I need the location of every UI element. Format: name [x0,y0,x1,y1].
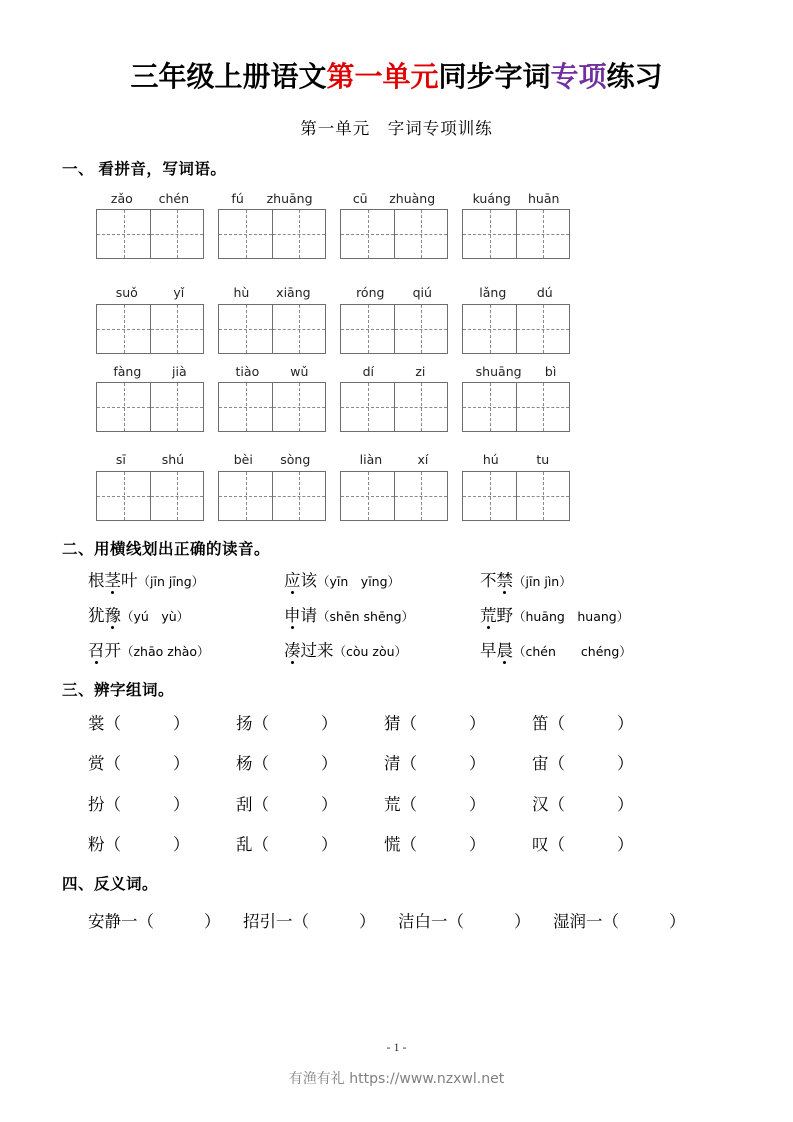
tianzige-cell[interactable] [219,210,272,258]
char-word-item[interactable] [384,837,532,854]
answer-blank[interactable]: （ ） [548,794,634,814]
pinyin-label [218,454,326,471]
word-prefix: 早 [480,640,497,660]
tianzige-cell[interactable] [516,383,569,431]
char-word-item[interactable] [532,756,680,773]
pinyin-label [96,363,204,383]
dotted-char: 凑 [284,640,301,660]
reading-choice-item[interactable] [284,570,480,590]
word-group [96,287,204,354]
pinyin-syllable: róng [356,285,385,301]
section-one-heading: 一、 看拼音，写词语。 [62,160,227,178]
antonym-blank[interactable]: 一（ ） [431,911,531,931]
antonym-blank[interactable]: 一（ ） [586,911,686,931]
section-three-heading: 三、辨字组词。 [62,681,175,699]
antonym-item[interactable] [553,911,708,931]
page-subtitle: 第一单元 字词专项训练 [300,118,493,138]
pinyin-label [340,454,448,471]
pinyin-label [218,363,326,383]
tianzige-box[interactable] [340,471,448,521]
reading-choice-item[interactable] [88,640,284,660]
tianzige-cell[interactable] [272,472,325,520]
target-char: 扮 [88,794,105,814]
pinyin-syllable: sī [115,452,126,468]
answer-blank[interactable]: （ ） [400,835,486,855]
pinyin-syllable: kuáng [472,190,511,206]
tianzige-cell[interactable] [150,305,203,353]
pinyin-syllable: sòng [280,452,311,468]
tianzige-cell[interactable] [463,210,516,258]
answer-blank[interactable]: （ ） [104,794,190,814]
word-group [340,363,448,433]
pinyin-syllable: zi [415,363,426,379]
tianzige-cell[interactable] [463,383,516,431]
pinyin-syllable: fàng [113,363,142,379]
title-part-1: 第一单元 [326,60,439,93]
tianzige-cell[interactable] [341,383,394,431]
pinyin-label [462,190,570,210]
dotted-char: 晨 [496,640,513,660]
pinyin-label [96,287,204,304]
pinyin-syllable: tiào [235,363,260,379]
pinyin-options[interactable]: （còu zòu） [333,643,408,659]
answer-blank[interactable]: （ ） [104,835,190,855]
tianzige-cell[interactable] [394,383,447,431]
target-char: 汉 [532,794,549,814]
section-one-body [0,179,793,521]
choice-word [480,641,513,660]
word-suffix: 叶 [121,570,138,590]
dotted-char: 应 [284,570,301,590]
watermark-text: 有渔有礼 https://www.nzxwl.net [288,1071,505,1087]
pinyin-label [96,190,204,210]
word-suffix: 野 [496,605,513,625]
target-char: 赏 [88,754,105,774]
pinyin-syllable: wǔ [290,363,309,379]
dotted-char: 禁 [496,570,513,590]
choice-word [88,606,121,625]
pinyin-syllable: bèi [233,452,253,468]
answer-blank[interactable]: （ ） [400,794,486,814]
pinyin-syllable: zhuāng [266,190,313,206]
answer-blank[interactable]: （ ） [252,835,338,855]
pinyin-label [218,287,326,304]
word-group [218,363,326,433]
antonym-word: 招引 [243,911,276,931]
choice-word [480,606,513,625]
reading-choice-row [0,605,793,625]
char-word-item[interactable] [236,713,384,733]
target-char: 杨 [236,754,253,774]
choice-word [88,641,121,660]
word-group [462,190,570,260]
pinyin-syllable: shú [161,452,185,468]
pinyin-syllable: fú [231,190,244,206]
section-four-body [0,894,793,931]
word-group [462,454,570,521]
tianzige-box[interactable] [462,209,570,259]
word-group [96,454,204,521]
target-char: 刮 [236,794,253,814]
choice-word [284,606,317,625]
tianzige-cell[interactable] [341,210,394,258]
title-part-3: 专项 [550,60,607,93]
tianzige-cell[interactable] [516,472,569,520]
pinyin-options[interactable]: （yú yù） [121,608,190,624]
reading-choice-item[interactable] [284,605,480,625]
word-suffix: 开 [104,640,121,660]
page-title [0,0,793,93]
word-group [340,287,448,354]
answer-blank[interactable]: （ ） [104,754,190,774]
word-prefix: 根 [88,570,105,590]
tianzige-box[interactable] [340,304,448,354]
tianzige-box[interactable] [96,209,204,259]
tianzige-cell[interactable] [394,305,447,353]
pinyin-label [340,287,448,304]
pinyin-syllable: zǎo [110,190,133,206]
answer-blank[interactable]: （ ） [548,713,634,733]
tianzige-cell[interactable] [272,305,325,353]
word-prefix: 犹 [88,605,105,625]
tianzige-cell[interactable] [394,210,447,258]
antonym-word: 湿润 [553,911,586,931]
char-word-item[interactable] [532,713,680,733]
word-group [218,190,326,260]
tianzige-cell[interactable] [97,305,150,353]
word-suffix: 过来 [300,640,334,660]
answer-blank[interactable]: （ ） [104,713,190,733]
pinyin-syllable: tu [536,452,550,468]
tianzige-box[interactable] [96,382,204,432]
char-word-row [0,837,793,854]
word-group [96,190,204,260]
char-word-item[interactable] [88,837,236,854]
pinyin-grid-row [0,363,793,433]
char-word-item[interactable] [384,794,532,814]
answer-blank[interactable]: （ ） [400,754,486,774]
dotted-char: 豫 [104,605,121,625]
reading-choice-row [0,570,793,590]
tianzige-cell[interactable] [341,305,394,353]
word-group [462,287,570,354]
char-word-item[interactable] [236,794,384,814]
target-char: 乱 [236,835,253,855]
pinyin-grid-row [0,287,793,354]
title-part-2: 同步字词 [438,60,551,93]
tianzige-cell[interactable] [272,210,325,258]
tianzige-box[interactable] [340,209,448,259]
tianzige-cell[interactable] [341,472,394,520]
target-char: 粉 [88,835,105,855]
reading-choice-item[interactable] [88,570,284,590]
tianzige-cell[interactable] [150,210,203,258]
char-word-item[interactable] [88,713,236,733]
tianzige-box[interactable] [96,471,204,521]
tianzige-box[interactable] [340,382,448,432]
section-two-heading: 二、用横线划出正确的读音。 [62,540,271,558]
antonym-row [0,911,793,931]
antonym-blank[interactable]: 一（ ） [121,911,221,931]
word-prefix: 不 [480,570,497,590]
pinyin-syllable: shuāng [475,363,522,379]
char-word-item[interactable] [384,713,532,733]
tianzige-cell[interactable] [516,210,569,258]
answer-blank[interactable]: （ ） [548,835,634,855]
answer-blank[interactable]: （ ） [548,754,634,774]
reading-choice-item[interactable] [88,605,284,625]
choice-word [88,571,138,590]
tianzige-cell[interactable] [219,472,272,520]
answer-blank[interactable]: （ ） [400,713,486,733]
tianzige-cell[interactable] [516,305,569,353]
pinyin-syllable: huān [527,190,560,206]
char-word-item[interactable] [384,756,532,773]
word-group [218,287,326,354]
char-word-item[interactable] [88,756,236,773]
tianzige-cell[interactable] [97,210,150,258]
pinyin-label [340,190,448,210]
antonym-item[interactable] [243,911,398,931]
section-three-body [0,700,793,854]
pinyin-options[interactable]: （jīn jìn） [513,573,572,589]
pinyin-grid-row [0,190,793,260]
reading-choice-item[interactable] [284,640,480,660]
pinyin-label [96,454,204,471]
section-two-body [0,559,793,660]
pinyin-syllable: hú [482,452,499,468]
char-word-item[interactable] [532,837,680,854]
tianzige-cell[interactable] [219,305,272,353]
tianzige-cell[interactable] [150,472,203,520]
target-char: 笛 [532,713,549,733]
word-suffix: 该 [300,570,317,590]
reading-choice-row [0,640,793,660]
target-char: 荒 [384,794,401,814]
pinyin-options[interactable]: （shēn shēng） [317,608,415,624]
pinyin-label [218,190,326,210]
tianzige-box[interactable] [218,382,326,432]
pinyin-options[interactable]: （chén chéng） [513,643,632,659]
char-word-item[interactable] [88,794,236,814]
title-part-0: 三年级上册语文 [130,60,327,93]
pinyin-syllable: dú [536,285,553,301]
antonym-word: 安静 [88,911,121,931]
answer-blank[interactable]: （ ） [252,713,338,733]
target-char: 裳 [88,713,105,733]
choice-word [480,571,513,590]
pinyin-options[interactable]: （zhāo zhào） [121,643,210,659]
pinyin-syllable: chén [158,190,190,206]
reading-choice-item[interactable] [480,570,572,590]
answer-blank[interactable]: （ ） [252,794,338,814]
title-part-4: 练习 [606,60,663,93]
answer-blank[interactable]: （ ） [252,754,338,774]
pinyin-options[interactable]: （yīn yīng） [317,573,401,589]
dotted-char: 茎 [104,570,121,590]
word-group [218,454,326,521]
tianzige-box[interactable] [218,209,326,259]
tianzige-box[interactable] [462,382,570,432]
tianzige-cell[interactable] [97,383,150,431]
tianzige-box[interactable] [218,471,326,521]
tianzige-cell[interactable] [463,472,516,520]
tianzige-box[interactable] [96,304,204,354]
pinyin-options[interactable]: （huāng huang） [513,608,630,624]
choice-word [284,571,317,590]
pinyin-syllable: qiú [412,285,432,301]
char-word-row [0,794,793,814]
pinyin-syllable: dí [362,363,375,379]
word-group [462,363,570,433]
pinyin-syllable: hù [233,285,250,301]
pinyin-options[interactable]: （jīn jīng） [137,573,205,589]
char-word-item[interactable] [236,837,384,854]
pinyin-syllable: xí [417,452,429,468]
antonym-blank[interactable]: 一（ ） [276,911,376,931]
pinyin-syllable: cū [352,190,368,206]
target-char: 叹 [532,835,549,855]
word-suffix: 请 [300,605,317,625]
target-char: 宙 [532,754,549,774]
choice-word [284,641,334,660]
pinyin-syllable: bì [544,363,557,379]
pinyin-syllable: zhuàng [389,190,436,206]
tianzige-box[interactable] [462,304,570,354]
tianzige-cell[interactable] [97,472,150,520]
pinyin-syllable: xiāng [276,285,311,301]
dotted-char: 召 [88,640,105,660]
target-char: 扬 [236,713,253,733]
char-word-row [0,756,793,773]
pinyin-grid-row [0,454,793,521]
antonym-item[interactable] [398,911,553,931]
tianzige-cell[interactable] [463,305,516,353]
pinyin-label [340,363,448,383]
pinyin-syllable: suǒ [115,285,138,301]
target-char: 慌 [384,835,401,855]
antonym-word: 洁白 [398,911,431,931]
word-group [340,190,448,260]
pinyin-syllable: yǐ [173,285,185,301]
tianzige-cell[interactable] [150,383,203,431]
pinyin-label [462,363,570,383]
reading-choice-item[interactable] [480,605,630,625]
word-group [340,454,448,521]
pinyin-syllable: jià [172,363,187,379]
pinyin-syllable: lǎng [479,285,507,301]
tianzige-box[interactable] [218,304,326,354]
antonym-item[interactable] [88,911,243,931]
tianzige-cell[interactable] [219,383,272,431]
dotted-char: 申 [284,605,301,625]
pinyin-syllable: liàn [359,452,383,468]
tianzige-cell[interactable] [394,472,447,520]
reading-choice-item[interactable] [480,640,632,660]
char-word-row [0,713,793,733]
char-word-item[interactable] [532,794,680,814]
tianzige-box[interactable] [462,471,570,521]
word-group [96,363,204,433]
section-four-heading: 四、反义词。 [62,875,159,893]
char-word-item[interactable] [236,756,384,773]
pinyin-label [462,454,570,471]
target-char: 清 [384,754,401,774]
target-char: 猜 [384,713,401,733]
pinyin-label [462,287,570,304]
tianzige-cell[interactable] [272,383,325,431]
page-number: - 1 - [386,1040,407,1054]
dotted-char: 荒 [480,605,497,625]
